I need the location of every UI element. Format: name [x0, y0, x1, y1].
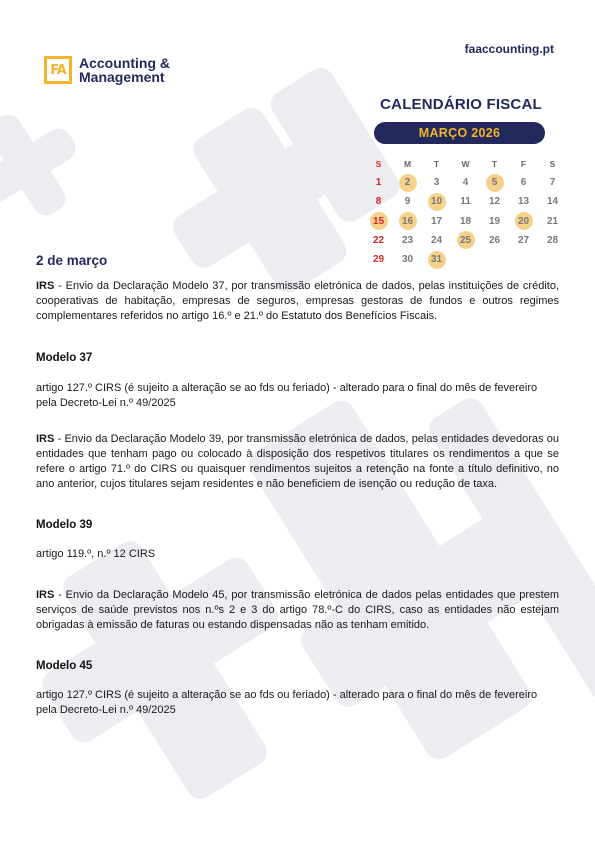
calendar-empty-cell — [480, 250, 509, 269]
calendar-day — [538, 231, 567, 250]
calendar-day — [509, 231, 538, 250]
calendar-day — [480, 212, 509, 231]
weekday-header: T — [491, 158, 498, 169]
calendar-day-number: 1 — [375, 177, 382, 189]
model-heading: Modelo 45 — [36, 660, 93, 672]
calendar-day — [393, 173, 422, 192]
model-heading: Modelo 39 — [36, 519, 93, 531]
calendar-day — [422, 231, 451, 250]
entry-description — [36, 279, 559, 324]
calendar-day — [509, 192, 538, 211]
calendar-day — [538, 212, 567, 231]
calendar-day-number: 12 — [488, 196, 501, 208]
calendar-day-number: 24 — [430, 234, 443, 246]
calendar-day-number: 27 — [517, 234, 530, 246]
website-link[interactable]: faaccounting.pt — [464, 42, 554, 56]
calendar-day — [393, 212, 422, 231]
entry-tag: IRS — [36, 433, 55, 445]
weekday-header: F — [520, 158, 527, 169]
calendar-day — [422, 212, 451, 231]
entry-text: - Envio da Declaração Modelo 45, por transmissão eletrónica de dados pelas entidades que prestem serviços de saúde previstos nos n.ºs 2 e 3 do artigo 78.º-C do CIRS, caso as entidades não estejam obrigadas à emissão de faturas ou estando dispensadas não as tenham emitido. — [36, 589, 559, 631]
calendar-day — [480, 231, 509, 250]
calendar-day — [364, 212, 393, 231]
weekday-header: S — [549, 158, 556, 169]
date-heading: 2 de março — [36, 253, 108, 268]
calendar-day — [451, 212, 480, 231]
calendar-day — [451, 192, 480, 211]
calendar-day — [509, 212, 538, 231]
calendar-day-number: 30 — [401, 254, 414, 266]
calendar-day-number: 3 — [433, 177, 440, 189]
calendar-day-number: 22 — [372, 234, 385, 246]
calendar-day — [422, 192, 451, 211]
weekday-header: S — [375, 158, 382, 169]
calendar-month-pill: MARÇO 2026 — [374, 122, 545, 144]
calendar-day-number: 19 — [488, 215, 501, 227]
logo-line-2: Management — [79, 69, 165, 85]
calendar-day — [393, 250, 422, 269]
calendar-day-number: 18 — [459, 215, 472, 227]
model-heading: Modelo 37 — [36, 352, 93, 364]
calendar-day — [422, 250, 451, 269]
calendar-day-number: 6 — [520, 177, 527, 189]
calendar-day — [364, 173, 393, 192]
calendar-day-number: 25 — [459, 234, 472, 246]
entry-tag: IRS — [36, 280, 55, 292]
calendar-day — [538, 192, 567, 211]
calendar-day-number: 29 — [372, 254, 385, 266]
calendar-title: CALENDÁRIO FISCAL — [380, 96, 542, 113]
calendar-day-number: 23 — [401, 234, 414, 246]
calendar-day-number: 9 — [404, 196, 411, 208]
calendar-day-number: 28 — [546, 234, 559, 246]
calendar-day-number: 14 — [546, 196, 559, 208]
calendar-day — [480, 173, 509, 192]
legal-reference: artigo 127.º CIRS (é sujeito a alteração se ao fds ou feriado) - alterado para o final do mês de fevereiro pela Decreto-Lei n.º 49/2025 — [36, 382, 538, 409]
calendar-day — [364, 231, 393, 250]
calendar-day — [422, 173, 451, 192]
calendar-day-number: 31 — [430, 254, 443, 266]
calendar-day — [509, 173, 538, 192]
calendar-empty-cell — [509, 250, 538, 269]
calendar-day-number: 8 — [375, 196, 382, 208]
calendar-day-number: 5 — [491, 177, 498, 189]
entry-description — [36, 588, 559, 633]
calendar-day — [393, 192, 422, 211]
logo-text — [79, 56, 170, 84]
calendar-day-number: 20 — [517, 215, 530, 227]
calendar-day — [364, 192, 393, 211]
weekday-header: T — [433, 158, 440, 169]
weekday-header: W — [461, 158, 470, 169]
legal-reference: artigo 119.º, n.º 12 CIRS — [36, 548, 156, 560]
legal-reference: artigo 127.º CIRS (é sujeito a alteração se ao fds ou feriado) - alterado para o final do mês de fevereiro pela Decreto-Lei n.º 49/2025 — [36, 689, 538, 716]
calendar-day-number: 26 — [488, 234, 501, 246]
logo-mark: FA — [44, 56, 72, 84]
calendar-day-number: 7 — [549, 177, 556, 189]
calendar-day — [364, 250, 393, 269]
calendar-day — [451, 173, 480, 192]
calendar-day — [480, 192, 509, 211]
calendar-day-number: 15 — [372, 215, 385, 227]
entry-text: - Envio da Declaração Modelo 39, por transmissão eletrónica de dados, pelas entidades devedoras ou entidades que tenham pago ou colocado à disposição dos respetivos titulares os rendimentos a que se refere o artigo 71.º do CIRS ou quaisquer rendimentos sujeitos a retenção na fonte a título definitivo, no ano anterior, cujos titulares sejam residentes e não beneficiem de isenção ou redução de taxa. — [36, 433, 559, 490]
calendar-day-number: 10 — [430, 196, 443, 208]
calendar-empty-cell — [538, 250, 567, 269]
entry-description — [36, 432, 559, 492]
calendar-day-number: 17 — [430, 215, 443, 227]
weekday-header: M — [403, 158, 412, 169]
entry-tag: IRS — [36, 589, 55, 601]
calendar-day — [393, 231, 422, 250]
calendar-day-number: 4 — [462, 177, 469, 189]
entry-text: - Envio da Declaração Modelo 37, por transmissão eletrónica de dados, pelas instituições de crédito, cooperativas de habitação, empresas de seguros, empresas gestoras de fundos e outros regimes complementares referidos no artigo 16.º e 21.º do Estatuto dos Benefícios Fiscais. — [36, 280, 559, 322]
calendar-day-number: 2 — [404, 177, 411, 189]
calendar-day-number: 16 — [401, 215, 414, 227]
calendar-day-number: 13 — [517, 196, 530, 208]
calendar-day — [451, 231, 480, 250]
brand-logo — [44, 56, 170, 84]
calendar-day-number: 11 — [460, 196, 471, 208]
calendar-day — [538, 173, 567, 192]
calendar-day-number: 21 — [546, 215, 559, 227]
logo-line-1: Accounting & — [79, 55, 170, 71]
calendar-empty-cell — [451, 250, 480, 269]
calendar-grid — [364, 154, 568, 269]
